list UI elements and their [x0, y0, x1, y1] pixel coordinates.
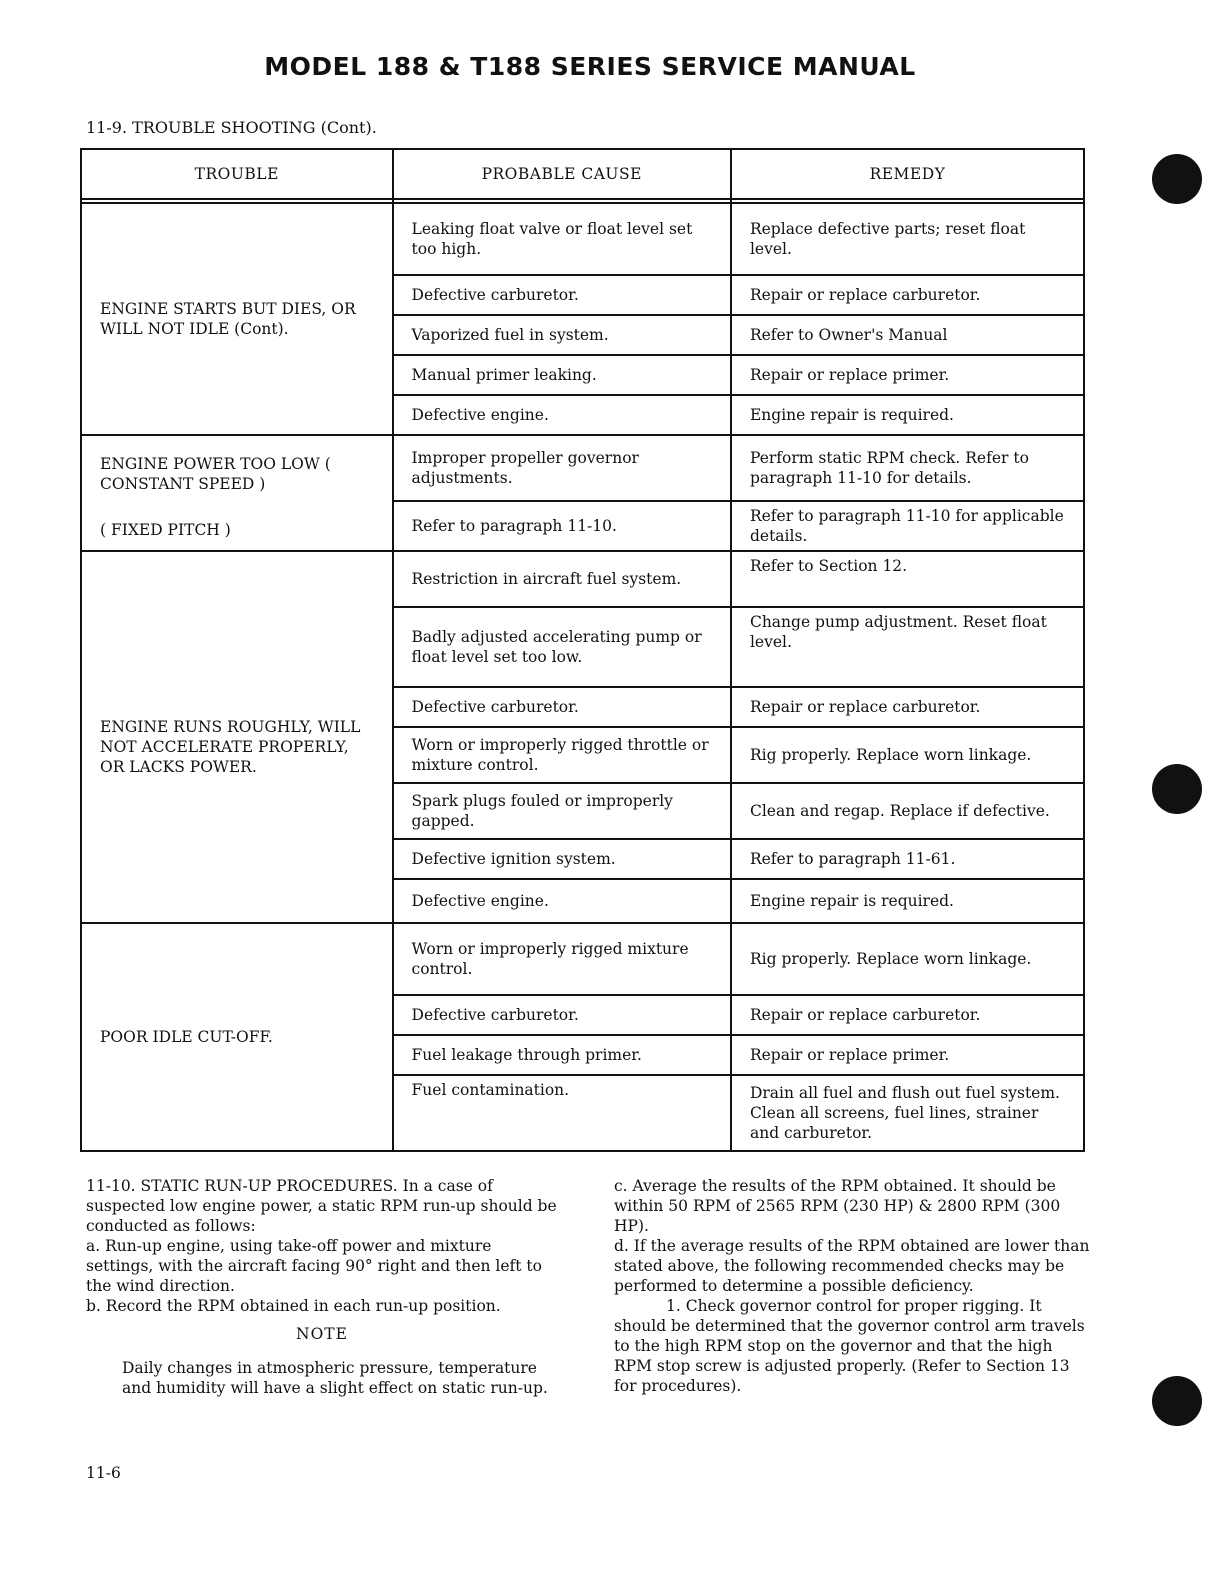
table-header-row: [81, 149, 1084, 199]
cause-cell: Fuel leakage through primer.: [393, 1035, 731, 1075]
remedy-cell: Drain all fuel and flush out fuel system. Clean all screens, fuel lines, strainer and carburetor.: [731, 1075, 1084, 1151]
trouble-cell: ENGINE RUNS ROUGHLY, WILL NOT ACCELERATE PROPERLY, OR LACKS POWER.: [81, 551, 393, 923]
trouble-text: ENGINE POWER TOO LOW ( CONSTANT SPEED ): [100, 455, 331, 493]
remedy-cell: Repair or replace carburetor.: [731, 275, 1084, 315]
remedy-cell: Repair or replace primer.: [731, 355, 1084, 395]
header-trouble: TROUBLE: [81, 149, 393, 199]
note-text: Daily changes in atmospheric pressure, temperature and humidity will have a slight effect on static run-up.: [122, 1359, 548, 1397]
section-heading: 11-9. TROUBLE SHOOTING (Cont).: [86, 118, 377, 137]
trouble-cell: ENGINE STARTS BUT DIES, OR WILL NOT IDLE (Cont).: [81, 203, 393, 435]
cause-cell: Defective carburetor.: [393, 995, 731, 1035]
trouble-subtext: ( FIXED PITCH ): [100, 521, 231, 539]
trouble-cell: [81, 435, 393, 551]
body-right-column: [614, 1176, 1094, 1396]
remedy-cell: Engine repair is required.: [731, 879, 1084, 923]
cause-cell: Worn or improperly rigged throttle or mixture control.: [393, 727, 731, 783]
header-remedy: REMEDY: [731, 149, 1084, 199]
binder-hole-icon: [1152, 154, 1202, 204]
binder-hole-icon: [1152, 764, 1202, 814]
note-label: NOTE: [296, 1325, 348, 1343]
body-left-column: [86, 1176, 558, 1398]
header-probable-cause: PROBABLE CAUSE: [393, 149, 731, 199]
trouble-cell: POOR IDLE CUT-OFF.: [81, 923, 393, 1151]
cause-cell: Refer to paragraph 11-10.: [393, 501, 731, 551]
remedy-cell: Rig properly. Replace worn linkage.: [731, 727, 1084, 783]
remedy-cell: Clean and regap. Replace if defective.: [731, 783, 1084, 839]
trouble-shooting-table: [80, 148, 1085, 1152]
cause-cell: Manual primer leaking.: [393, 355, 731, 395]
table-row: [81, 923, 1084, 995]
remedy-cell: Refer to paragraph 11-61.: [731, 839, 1084, 879]
remedy-cell: Refer to Owner's Manual: [731, 315, 1084, 355]
remedy-cell: Change pump adjustment. Reset float level.: [731, 607, 1084, 687]
table-row: [81, 551, 1084, 607]
cause-cell: Leaking float valve or float level set too high.: [393, 203, 731, 275]
cause-cell: Defective carburetor.: [393, 687, 731, 727]
binder-hole-icon: [1152, 1376, 1202, 1426]
table-row: [81, 435, 1084, 501]
remedy-cell: Refer to paragraph 11-10 for applicable details.: [731, 501, 1084, 551]
cause-cell: Improper propeller governor adjustments.: [393, 435, 731, 501]
cause-cell: Restriction in aircraft fuel system.: [393, 551, 731, 607]
remedy-cell: Perform static RPM check. Refer to paragraph 11-10 for details.: [731, 435, 1084, 501]
remedy-cell: Engine repair is required.: [731, 395, 1084, 435]
cause-cell: Defective ignition system.: [393, 839, 731, 879]
cause-cell: Worn or improperly rigged mixture control.: [393, 923, 731, 995]
step-b: b. Record the RPM obtained in each run-up position.: [86, 1297, 501, 1315]
remedy-cell: Replace defective parts; reset float level.: [731, 203, 1084, 275]
cause-cell: Fuel contamination.: [393, 1075, 731, 1151]
cause-cell: Vaporized fuel in system.: [393, 315, 731, 355]
cause-cell: Defective carburetor.: [393, 275, 731, 315]
remedy-cell: Repair or replace carburetor.: [731, 995, 1084, 1035]
page-title: MODEL 188 & T188 SERIES SERVICE MANUAL: [264, 52, 916, 81]
table-row: [81, 203, 1084, 275]
cause-cell: Badly adjusted accelerating pump or float level set too low.: [393, 607, 731, 687]
cause-cell: Defective engine.: [393, 395, 731, 435]
remedy-cell: Refer to Section 12.: [731, 551, 1084, 607]
cause-cell: Spark plugs fouled or improperly gapped.: [393, 783, 731, 839]
step-d-1: 1. Check governor control for proper rigging. It should be determined that the governor control arm travels to the high RPM stop on the governor and that the high RPM stop screw is adjusted properly. (Refer to Section 13 for procedures).: [614, 1297, 1085, 1395]
cause-cell: Defective engine.: [393, 879, 731, 923]
paragraph-11-10: 11-10. STATIC RUN-UP PROCEDURES. In a case of suspected low engine power, a static RPM run-up should be conducted as follows:: [86, 1177, 557, 1235]
remedy-cell: Repair or replace primer.: [731, 1035, 1084, 1075]
page-number: 11-6: [86, 1464, 121, 1482]
step-d: d. If the average results of the RPM obtained are lower than stated above, the following recommended checks may be performed to determine a possible deficiency.: [614, 1237, 1090, 1295]
step-a: a. Run-up engine, using take-off power and mixture settings, with the aircraft facing 90° right and then left to the wind direction.: [86, 1237, 542, 1295]
remedy-cell: Repair or replace carburetor.: [731, 687, 1084, 727]
step-c: c. Average the results of the RPM obtained. It should be within 50 RPM of 2565 RPM (230 HP) & 2800 RPM (300 HP).: [614, 1177, 1061, 1235]
remedy-cell: Rig properly. Replace worn linkage.: [731, 923, 1084, 995]
